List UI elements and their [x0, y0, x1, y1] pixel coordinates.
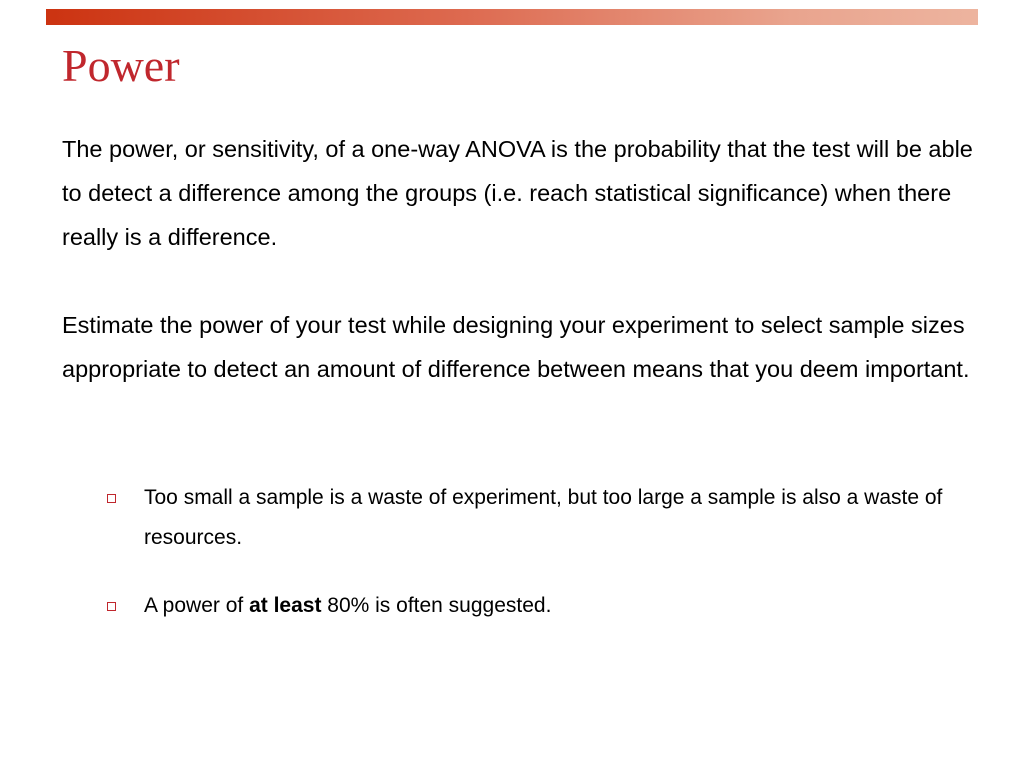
bullet-item-power-threshold	[100, 586, 960, 626]
bullet-list	[100, 478, 960, 654]
slide-title: Power	[62, 40, 180, 91]
bullet-text-after: 80% is often suggested.	[321, 594, 552, 617]
bullet-text: Too small a sample is a waste of experiment, but too large a sample is also a waste of resources.	[144, 486, 943, 549]
bullet-item-sample-size	[100, 478, 960, 558]
hollow-square-bullet-icon	[107, 602, 116, 611]
title-accent-bar	[46, 9, 978, 25]
paragraph-estimate-power: Estimate the power of your test while designing your experiment to select sample sizes appropriate to detect an amount of difference between means that you deem important.	[62, 312, 970, 382]
bullet-emphasis: at least	[249, 594, 322, 617]
bullet-text-before: A power of	[144, 594, 250, 617]
paragraph-power-definition: The power, or sensitivity, of a one-way ANOVA is the probability that the test will be able to detect a difference among the groups (i.e. reach statistical significance) when there really is a difference.	[62, 136, 973, 250]
hollow-square-bullet-icon	[107, 494, 116, 503]
